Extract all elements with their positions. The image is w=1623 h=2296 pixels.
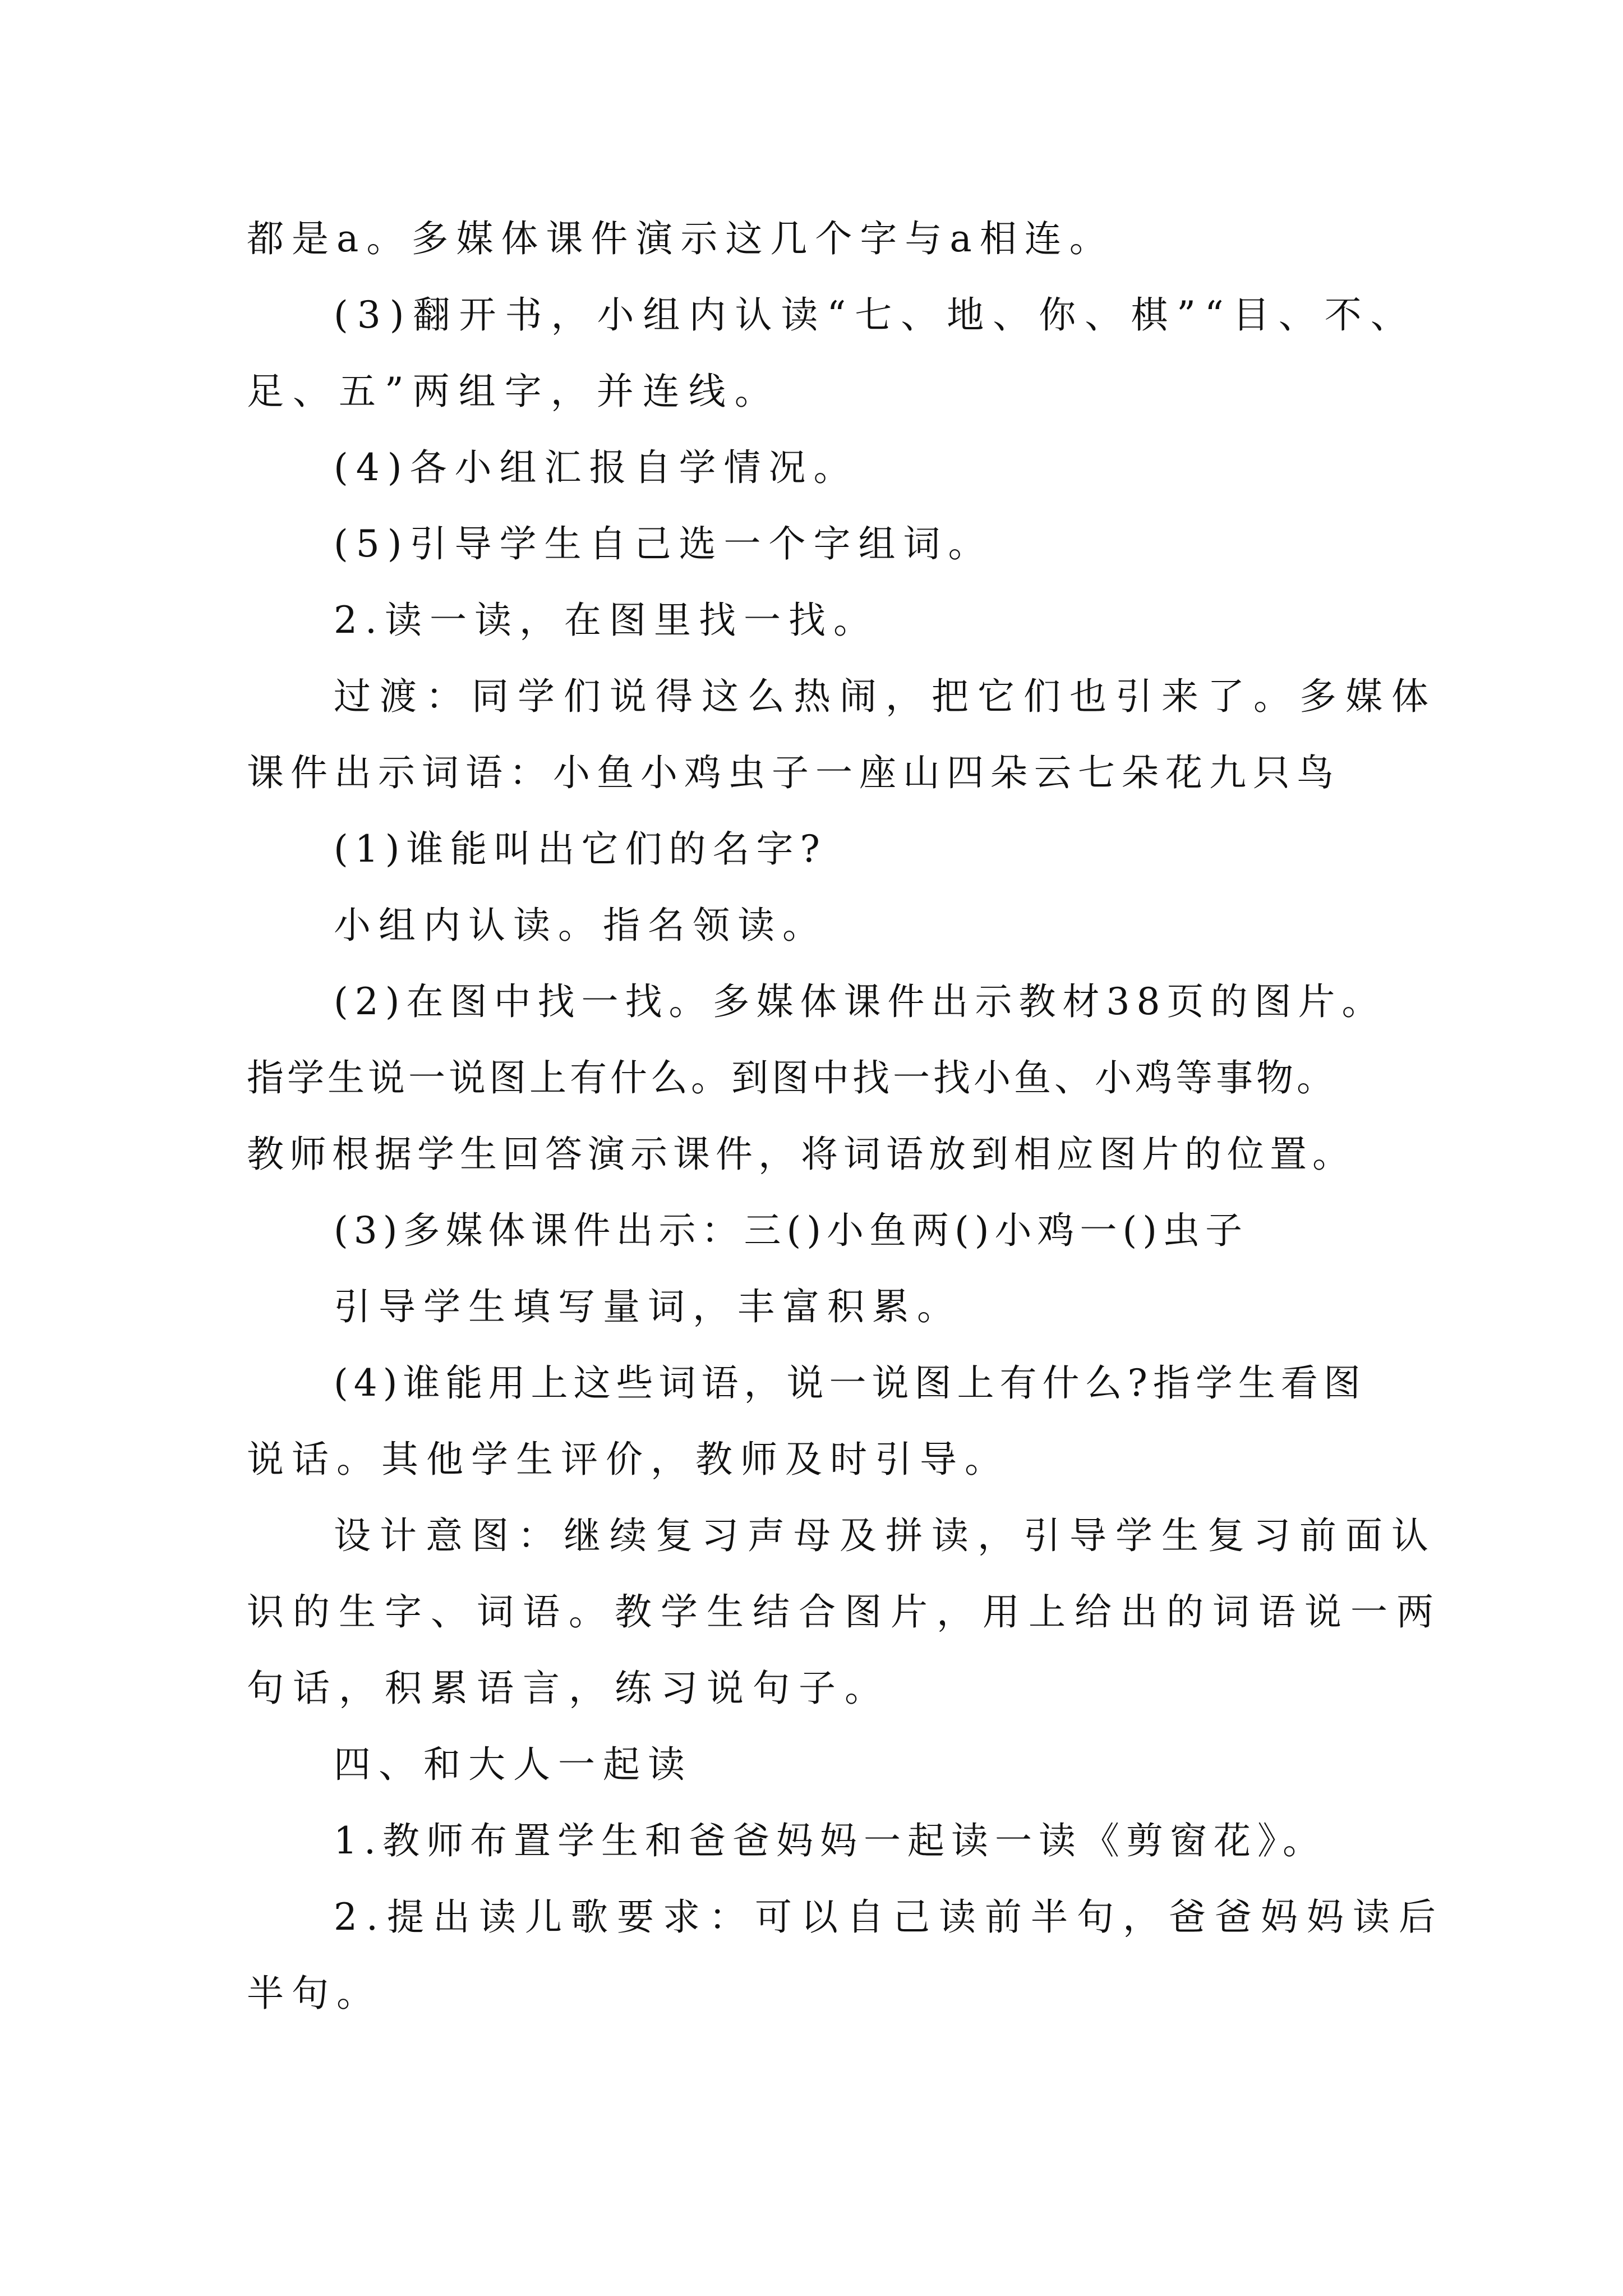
section-heading: 四、和大人一起读	[334, 1743, 693, 1786]
text-line: (3)翻开书，小组内认读“七、地、你、棋”“目、不、	[334, 293, 1417, 337]
text-line: 过渡：同学们说得这么热闹，把它们也引来了。多媒体	[334, 675, 1437, 718]
text-line: (2)在图中找一找。多媒体课件出示教材38页的图片。	[334, 980, 1386, 1023]
text-line: (1)谁能叫出它们的名字?	[334, 827, 827, 871]
text-line: 课件出示词语：小鱼小鸡虫子一座山四朵云七朵花九只鸟	[247, 751, 1340, 794]
text-line: 1.教师布置学生和爸爸妈妈一起读一读《剪窗花》。	[334, 1819, 1326, 1862]
text-line: 足、五”两组字，并连线。	[247, 370, 781, 413]
text-line: 句话，积累语言，练习说句子。	[247, 1667, 891, 1710]
text-line: 指学生说一说图上有什么。到图中找一找小鱼、小鸡等事物。	[247, 1056, 1337, 1099]
text-line: 2.读一读，在图里找一找。	[334, 599, 878, 642]
text-line: 小组内认读。指名领读。	[334, 904, 827, 947]
text-line: 教师根据学生回答演示课件，将词语放到相应图片的位置。	[247, 1133, 1355, 1176]
text-line: 设计意图：继续复习声母及拼读，引导学生复习前面认	[334, 1514, 1437, 1557]
text-line: (4)各小组汇报自学情况。	[334, 446, 859, 489]
text-line: 2.提出读儿歌要求：可以自己读前半句，爸爸妈妈读后	[334, 1895, 1445, 1939]
text-line: 都是a。多媒体课件演示这几个字与a相连。	[247, 217, 1114, 260]
text-line: 引导学生填写量词，丰富积累。	[334, 1285, 962, 1328]
text-line: 说话。其他学生评价，教师及时引导。	[247, 1438, 1009, 1481]
text-line: (3)多媒体课件出示：三()小鱼两()小鸡一()虫子	[334, 1209, 1248, 1252]
text-line: (4)谁能用上这些词语，说一说图上有什么?指学生看图	[334, 1361, 1366, 1405]
text-line: (5)引导学生自己选一个字组词。	[334, 522, 993, 565]
text-line: 识的生字、词语。教学生结合图片，用上给出的词语说一两	[247, 1590, 1442, 1634]
text-line: 半句。	[247, 1972, 381, 2015]
